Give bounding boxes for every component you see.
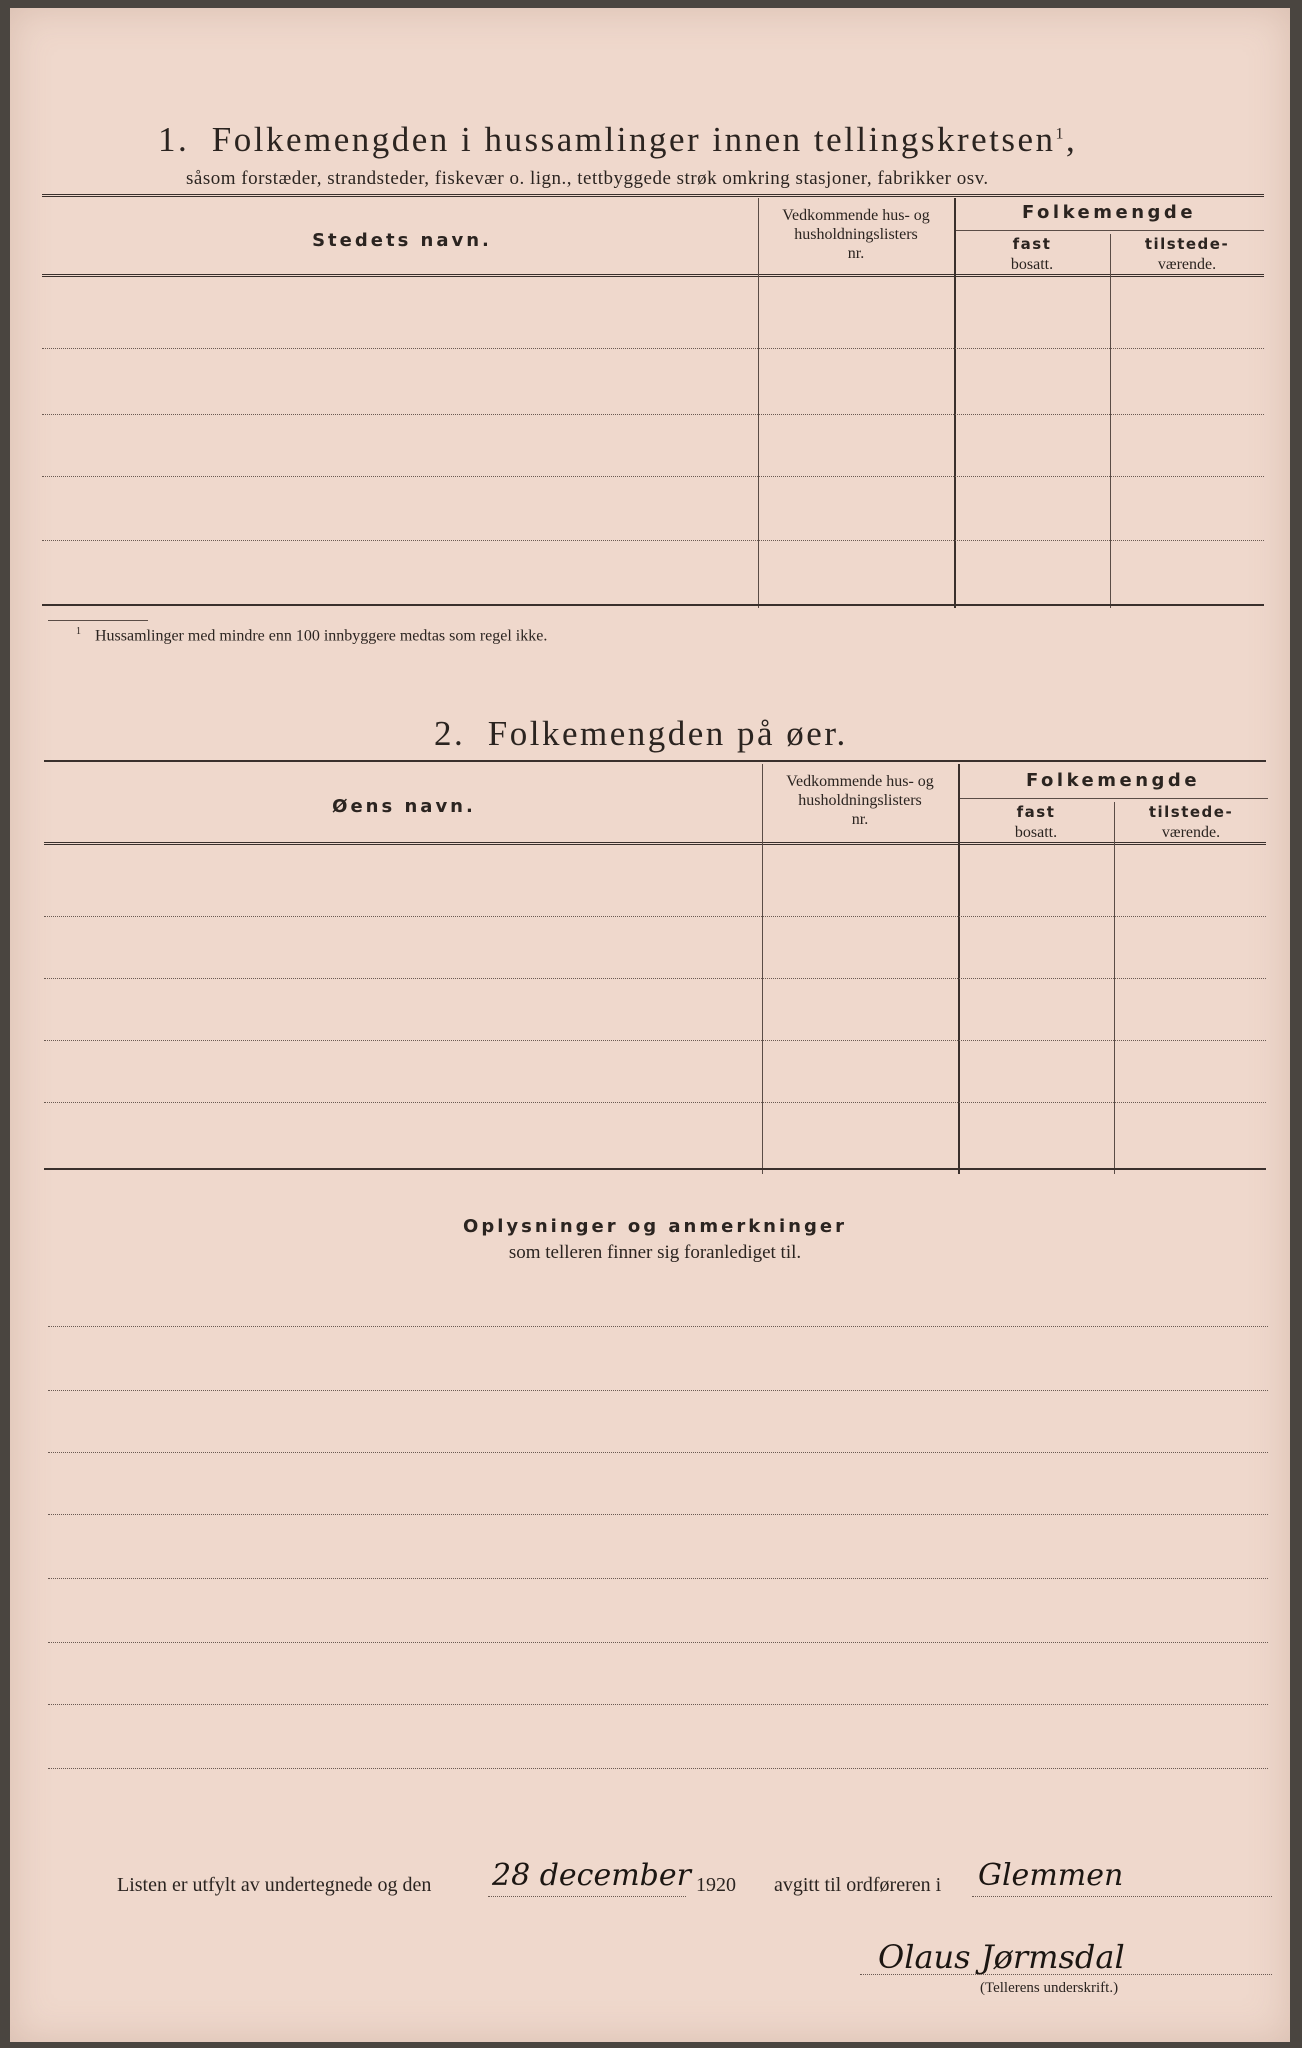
date-handwritten[interactable]: 28 december (492, 1858, 691, 1893)
footnote-separator (48, 620, 148, 621)
section2-row-rule (44, 978, 1266, 979)
section1-col-list-line2: husholdningslisters (794, 226, 918, 243)
municipality-underline (972, 1896, 1272, 1897)
section2-divider-2 (958, 764, 960, 1174)
section2-row-rule (44, 916, 1266, 917)
section1-col-resident (954, 234, 1110, 275)
remarks-line[interactable] (48, 1642, 1268, 1643)
section1-col-list-line1: Vedkommende hus- og (782, 207, 930, 224)
section1-subtitle: såsom forstæder, strandsteder, fiskevær o. lign., tettbyggede strøk omkring stasjoner, fabrikker osv. (186, 168, 989, 189)
section2-row-rule (44, 1040, 1266, 1041)
section1-row-rule (42, 540, 1264, 541)
section2-divider-3 (1114, 802, 1115, 1174)
section2-col-resident-line1: fast (1016, 803, 1056, 821)
section2-heading (434, 714, 848, 754)
remarks-subtitle: som telleren finner sig foranlediget til. (508, 1242, 802, 1263)
section1-col-list-line3: nr. (847, 245, 865, 262)
section1-divider-2 (954, 198, 956, 608)
section1-col-present-line2: værende. (1157, 256, 1217, 273)
section2-title: Folkemengden på øer. (487, 714, 848, 753)
census-form-page (10, 8, 1290, 2042)
remarks-line[interactable] (48, 1514, 1268, 1515)
section1-col-list-number (758, 206, 954, 263)
section2-col-list-line2: husholdningslisters (798, 792, 922, 809)
section1-col-place-name: Stedets navn. (312, 230, 492, 251)
section2-number: 2. (434, 714, 466, 753)
signature-line (860, 1974, 1272, 1975)
section1-col-resident-line1: fast (1012, 235, 1052, 253)
section1-footnote (76, 626, 547, 645)
section1-number: 1. (158, 120, 190, 159)
section1-row-rule (42, 348, 1264, 349)
footer-text-before-date: Listen er utfylt av undertegnede og den (117, 1874, 432, 1896)
section1-footnote-mark: 1 (76, 626, 81, 637)
section2-table-top-rule (44, 760, 1266, 762)
section1-col-resident-line2: bosatt. (1010, 256, 1054, 273)
section1-row-rule (42, 414, 1264, 415)
remarks-title: Oplysninger og anmerkninger (463, 1216, 847, 1237)
section2-col-list-number (762, 772, 958, 829)
section1-footnote-text: Hussamlinger med mindre enn 100 innbyggere medtas som regel ikke. (95, 627, 548, 645)
section2-col-list-line3: nr. (851, 811, 869, 828)
remarks-line[interactable] (48, 1768, 1268, 1769)
signature-caption: (Tellerens underskrift.) (980, 1980, 1119, 1996)
section1-col-population: Folkemengde (1021, 202, 1197, 223)
section1-divider-1 (758, 198, 759, 608)
section1-title-end: , (1066, 120, 1078, 159)
remarks-line[interactable] (48, 1578, 1268, 1579)
date-underline (488, 1896, 686, 1897)
footer-year: 1920 (696, 1874, 736, 1896)
footer-text-after-year: avgitt til ordføreren i (774, 1874, 942, 1896)
section1-divider-3 (1110, 234, 1111, 608)
remarks-line[interactable] (48, 1452, 1268, 1453)
section2-col-population: Folkemengde (1025, 770, 1201, 791)
municipality-handwritten[interactable]: Glemmen (978, 1858, 1124, 1893)
section2-col-list-line1: Vedkommende hus- og (786, 773, 934, 790)
remarks-line[interactable] (48, 1704, 1268, 1705)
section1-row-rule (42, 476, 1264, 477)
section2-col-island-name: Øens navn. (332, 796, 476, 817)
remarks-line[interactable] (48, 1326, 1268, 1327)
section1-table-bottom-rule (42, 604, 1264, 606)
section2-divider-1 (762, 764, 763, 1174)
section2-col-resident (958, 802, 1114, 843)
section1-header-bottom-rule (42, 274, 1264, 277)
section2-col-present (1114, 802, 1268, 843)
section1-title-footnote-mark: 1 (1055, 125, 1067, 143)
section2-table-bottom-rule (44, 1168, 1266, 1170)
section1-table-top-rule (42, 194, 1264, 197)
section1-col-present (1110, 234, 1264, 275)
section2-population-subrule (958, 798, 1268, 799)
section1-col-present-line1: tilstede- (1144, 235, 1230, 253)
section2-row-rule (44, 1102, 1266, 1103)
section2-col-present-line1: tilstede- (1148, 803, 1234, 821)
section1-heading (158, 120, 1077, 160)
section1-population-subrule (954, 230, 1264, 231)
section2-col-resident-line2: bosatt. (1014, 824, 1058, 841)
signature-handwritten[interactable]: Olaus Jørmsdal (878, 1938, 1125, 1976)
section2-header-bottom-rule (44, 842, 1266, 845)
remarks-line[interactable] (48, 1390, 1268, 1391)
section1-title: Folkemengden i hussamlinger innen tellingskretsen (211, 120, 1056, 159)
section2-col-present-line2: værende. (1161, 824, 1221, 841)
